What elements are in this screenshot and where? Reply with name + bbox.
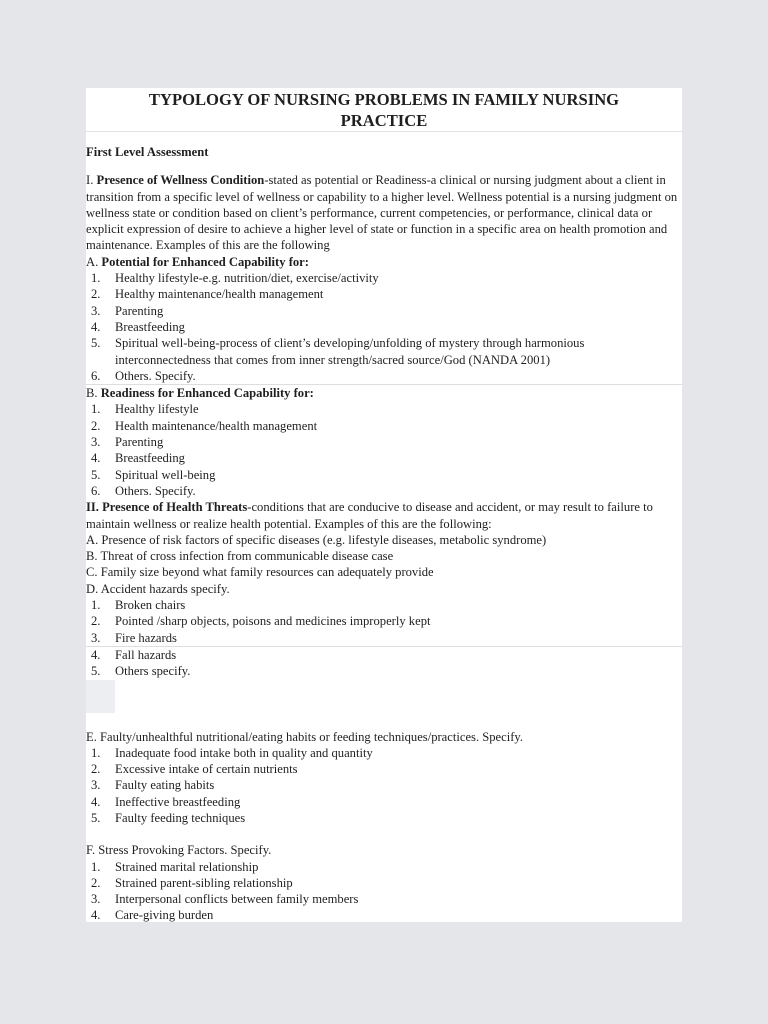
sub-f-heading: F. Stress Provoking Factors. Specify.: [86, 843, 272, 858]
list-item: [86, 777, 682, 793]
list-text: Inadequate food intake both in quality and quantity: [115, 745, 373, 760]
list-e: [86, 745, 682, 826]
list-number: 3.: [91, 630, 101, 645]
section-2-text: -conditions that are conducive to disease and accident, or may result to failure to maintain wellness or realize health potential. Examples of this are the following:: [86, 500, 653, 531]
title-line-2: PRACTICE: [340, 110, 428, 130]
list-text: Care-giving burden: [115, 908, 214, 923]
list-text: Fall hazards: [115, 647, 177, 662]
section-1-heading: Presence of Wellness Condition: [96, 173, 265, 188]
list-number: 4.: [91, 319, 101, 334]
section-2-paragraph: [86, 499, 682, 532]
list-item: [86, 745, 682, 761]
sub-b-prefix: B.: [86, 386, 101, 401]
list-text: Parenting: [115, 435, 164, 450]
list-text: Pointed /sharp objects, poisons and medicines improperly kept: [115, 614, 431, 629]
section-1-text: -stated as potential or Readiness-a clinical or nursing judgment about a client in transition from a specific level of wellness or capability to a higher level. Wellness potential is a nursing judgment on wellness state or condition based on client’s performance, current competencies, or performance, clinical data or explicit expression of desire to achieve a higher level of state or function in a specific area on health promotion and maintenance. Examples of this are the following: [86, 173, 678, 253]
threat-d: D. Accident hazards specify.: [86, 581, 230, 596]
list-text: Others. Specify.: [115, 368, 196, 383]
title-line-1: TYPOLOGY OF NURSING PROBLEMS IN FAMILY NURSING: [148, 90, 620, 109]
list-item: [86, 875, 682, 891]
page-title: [86, 90, 682, 132]
list-number: 2.: [91, 762, 101, 777]
list-number: 3.: [91, 435, 101, 450]
spacer: [86, 713, 682, 729]
list-item: [86, 646, 682, 663]
list-text: Faulty feeding techniques: [115, 810, 246, 825]
list-item: [86, 418, 682, 434]
first-level-heading: First Level Assessment: [86, 145, 209, 159]
list-number: 1.: [91, 271, 101, 286]
list-number: 4.: [91, 451, 101, 466]
list-b: [86, 401, 682, 499]
list-number: 6.: [91, 368, 101, 383]
list-item: [86, 630, 682, 646]
list-item: [86, 286, 682, 302]
list-item: [86, 613, 682, 629]
list-item: [86, 303, 682, 319]
sub-e-heading: E. Faulty/unhealthful nutritional/eating habits or feeding techniques/practices. Specify.: [86, 729, 524, 744]
list-number: 2.: [91, 875, 101, 890]
list-number: 3.: [91, 892, 101, 907]
blank-region: [86, 680, 115, 713]
list-item: [86, 319, 682, 335]
list-number: 1.: [91, 402, 101, 417]
list-text: Strained parent-sibling relationship: [115, 875, 293, 890]
list-text: Spiritual well-being-process of client’s developing/unfolding of mystery through harmonious interconnectedness that comes from inner strength/sacred source/God (NANDA 2001): [115, 336, 585, 367]
list-text: Healthy lifestyle: [115, 402, 199, 417]
sub-a-title: Potential for Enhanced Capability for:: [101, 254, 309, 269]
threat-b: B. Threat of cross infection from communicable disease case: [86, 549, 394, 564]
list-f: [86, 859, 682, 924]
list-number: 2.: [91, 287, 101, 302]
list-text: Parenting: [115, 303, 164, 318]
list-text: Health maintenance/health management: [115, 418, 318, 433]
list-number: 3.: [91, 303, 101, 318]
sub-b-title: Readiness for Enhanced Capability for:: [100, 386, 314, 401]
list-text: Healthy maintenance/health management: [115, 287, 324, 302]
list-item: [86, 810, 682, 826]
list-item: [86, 483, 682, 499]
list-number: 5.: [91, 810, 101, 825]
list-number: 5.: [91, 467, 101, 482]
list-d: [86, 597, 682, 679]
list-number: 4.: [91, 794, 101, 809]
sub-b-heading: [86, 384, 682, 401]
list-number: 6.: [91, 483, 101, 498]
list-text: Faulty eating habits: [115, 778, 215, 793]
section-1-prefix: I.: [86, 173, 97, 188]
list-number: 4.: [91, 908, 101, 923]
list-number: 1.: [91, 598, 101, 613]
list-item: [86, 597, 682, 613]
list-text: Excessive intake of certain nutrients: [115, 762, 298, 777]
list-number: 1.: [91, 859, 101, 874]
list-number: 2.: [91, 614, 101, 629]
list-number: 4.: [91, 647, 101, 662]
threat-a: A. Presence of risk factors of specific diseases (e.g. lifestyle diseases, metabolic syndrome): [86, 532, 547, 547]
section-2-heading: II. Presence of Health Threats: [86, 500, 248, 515]
list-text: Strained marital relationship: [115, 859, 259, 874]
list-a: [86, 270, 682, 384]
list-number: 3.: [91, 778, 101, 793]
list-item: [86, 761, 682, 777]
list-text: Breastfeeding: [115, 319, 185, 334]
list-item: [86, 891, 682, 907]
list-item: [86, 450, 682, 466]
section-1-paragraph: [86, 172, 682, 253]
list-text: Others. Specify.: [115, 483, 196, 498]
list-number: 5.: [91, 664, 101, 679]
list-item: [86, 859, 682, 875]
list-text: Ineffective breastfeeding: [115, 794, 241, 809]
list-number: 5.: [91, 336, 101, 351]
list-text: Interpersonal conflicts between family members: [115, 892, 359, 907]
list-item: [86, 368, 682, 384]
list-text: Spiritual well-being: [115, 467, 216, 482]
list-text: Fire hazards: [115, 630, 177, 645]
sub-a-heading: [86, 254, 682, 270]
list-item: [86, 401, 682, 417]
list-text: Others specify.: [115, 664, 191, 679]
list-item: [86, 663, 682, 679]
spacer: [86, 826, 682, 842]
list-number: 1.: [91, 745, 101, 760]
list-text: Healthy lifestyle-e.g. nutrition/diet, exercise/activity: [115, 271, 379, 286]
list-item: [86, 434, 682, 450]
sub-a-prefix: A.: [86, 254, 102, 269]
list-text: Broken chairs: [115, 598, 186, 613]
list-number: 2.: [91, 418, 101, 433]
list-item: [86, 335, 682, 368]
list-item: [86, 467, 682, 483]
list-item: [86, 270, 682, 286]
document-page: [86, 88, 682, 922]
threat-c: C. Family size beyond what family resources can adequately provide: [86, 565, 434, 580]
list-text: Breastfeeding: [115, 451, 185, 466]
list-item: [86, 907, 682, 923]
list-item: [86, 794, 682, 810]
